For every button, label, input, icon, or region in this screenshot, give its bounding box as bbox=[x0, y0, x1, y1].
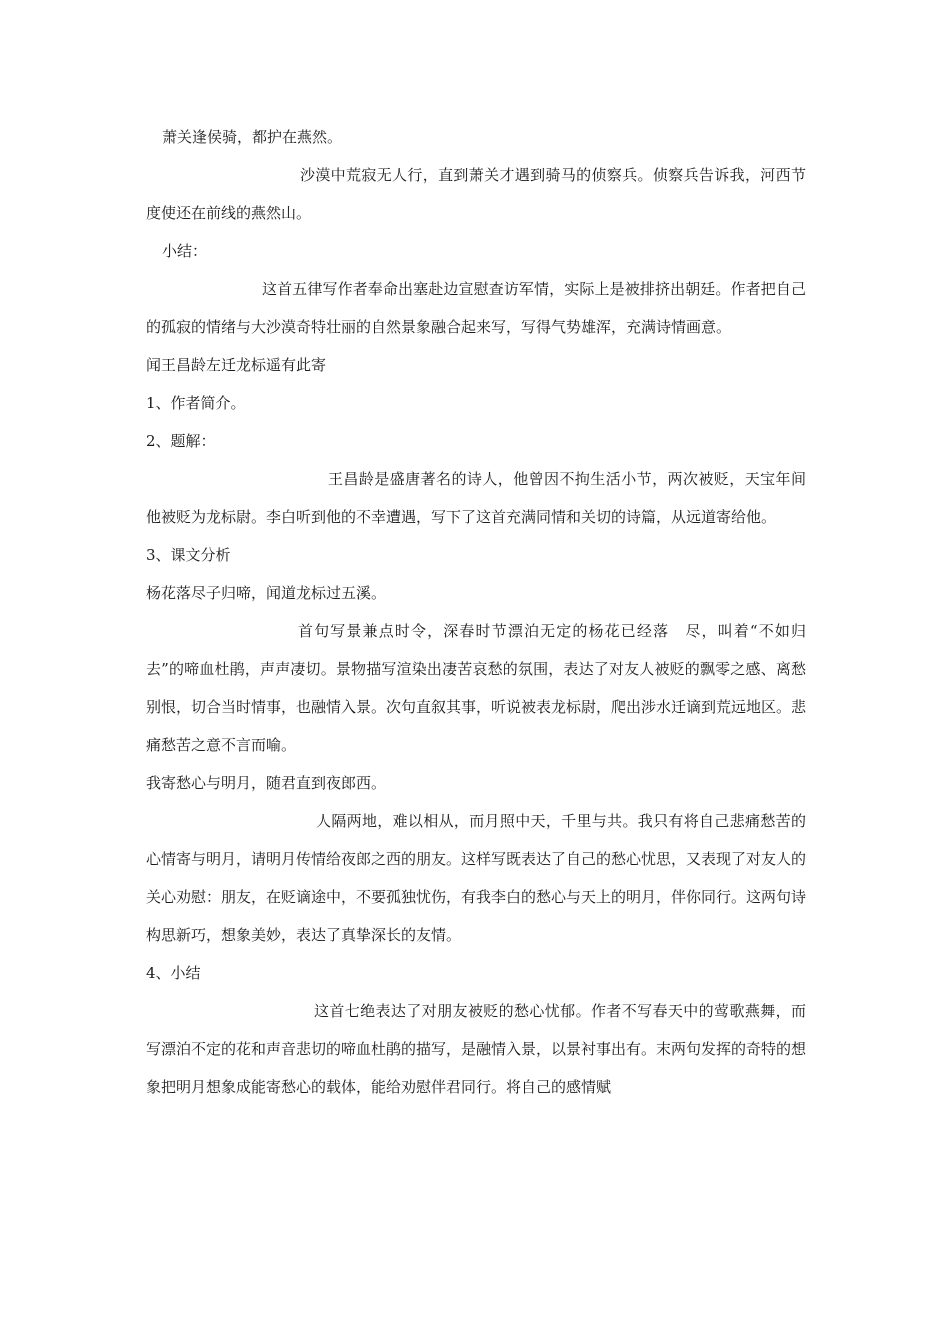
paragraph-translation-1: 沙漠中荒寂无人行，直到萧关才遇到骑马的侦察兵。侦察兵告诉我，河西节度使还在前线的燕然山。 bbox=[146, 166, 806, 222]
section-title-explanation: 2、题解： bbox=[146, 432, 216, 450]
paragraph-explanation: 王昌龄是盛唐著名的诗人，他曾因不拘生活小节，两次被贬，天宝年间他被贬为龙标尉。李白听到他的不幸遭遇，写下了这首充满同情和关切的诗篇，从远道寄给他。 bbox=[146, 470, 806, 526]
summary-label-1: 小结： bbox=[162, 242, 208, 260]
section-summary: 4、小结 bbox=[146, 964, 201, 982]
paragraph-summary-2: 这首七绝表达了对朋友被贬的愁心忧郁。作者不写春天中的莺歌燕舞，而写漂泊不定的花和声音悲切的啼血杜鹃的描写，是融情入景，以景衬事出有。末两句发挥的奇特的想象把明月想象成能寄愁心的载体，能给劝慰伴君同行。将自己的感情赋 bbox=[146, 1002, 807, 1096]
section-text-analysis: 3、课文分析 bbox=[146, 546, 231, 564]
poem-line-2: 杨花落尽子归啼，闻道龙标过五溪。 bbox=[146, 584, 387, 602]
paragraph-analysis-1: 首句写景兼点时令，深春时节漂泊无定的杨花已经落 尽，叫着“不如归去”的啼血杜鹃，声声凄切。景物描写渲染出凄苦哀愁的氛围，表达了对友人被贬的飘零之感、离愁别恨，切合当时情事，也融情入景。次句直叙其事，听说被表龙标尉，爬出涉水迁谪到荒远地区。悲痛愁苦之意不言而喻。 bbox=[146, 622, 807, 754]
paragraph-analysis-2: 人隔两地，难以相从，而月照中天，千里与共。我只有将自己悲痛愁苦的心情寄与明月，请明月传情给夜郎之西的朋友。这样写既表达了自己的愁心忧思，又表现了对友人的关心劝慰：朋友，在贬谪途中，不要孤独忧伤，有我李白的愁心与天上的明月，伴你同行。这两句诗构思新巧，想象美妙，表达了真挚深长的友情。 bbox=[146, 812, 807, 944]
poem-line-1: 萧关逢侯骑，都护在燕然。 bbox=[162, 128, 343, 146]
poem-line-3: 我寄愁心与明月，随君直到夜郎西。 bbox=[146, 774, 387, 792]
poem-title: 闻王昌龄左迁龙标遥有此寄 bbox=[146, 356, 327, 374]
document-page bbox=[146, 118, 806, 1106]
section-author-intro: 1、作者简介。 bbox=[146, 394, 246, 412]
paragraph-summary-1: 这首五律写作者奉命出塞赴边宣慰查访军情，实际上是被排挤出朝廷。作者把自己的孤寂的情绪与大沙漠奇特壮丽的自然景象融合起来写，写得气势雄浑，充满诗情画意。 bbox=[146, 280, 806, 336]
